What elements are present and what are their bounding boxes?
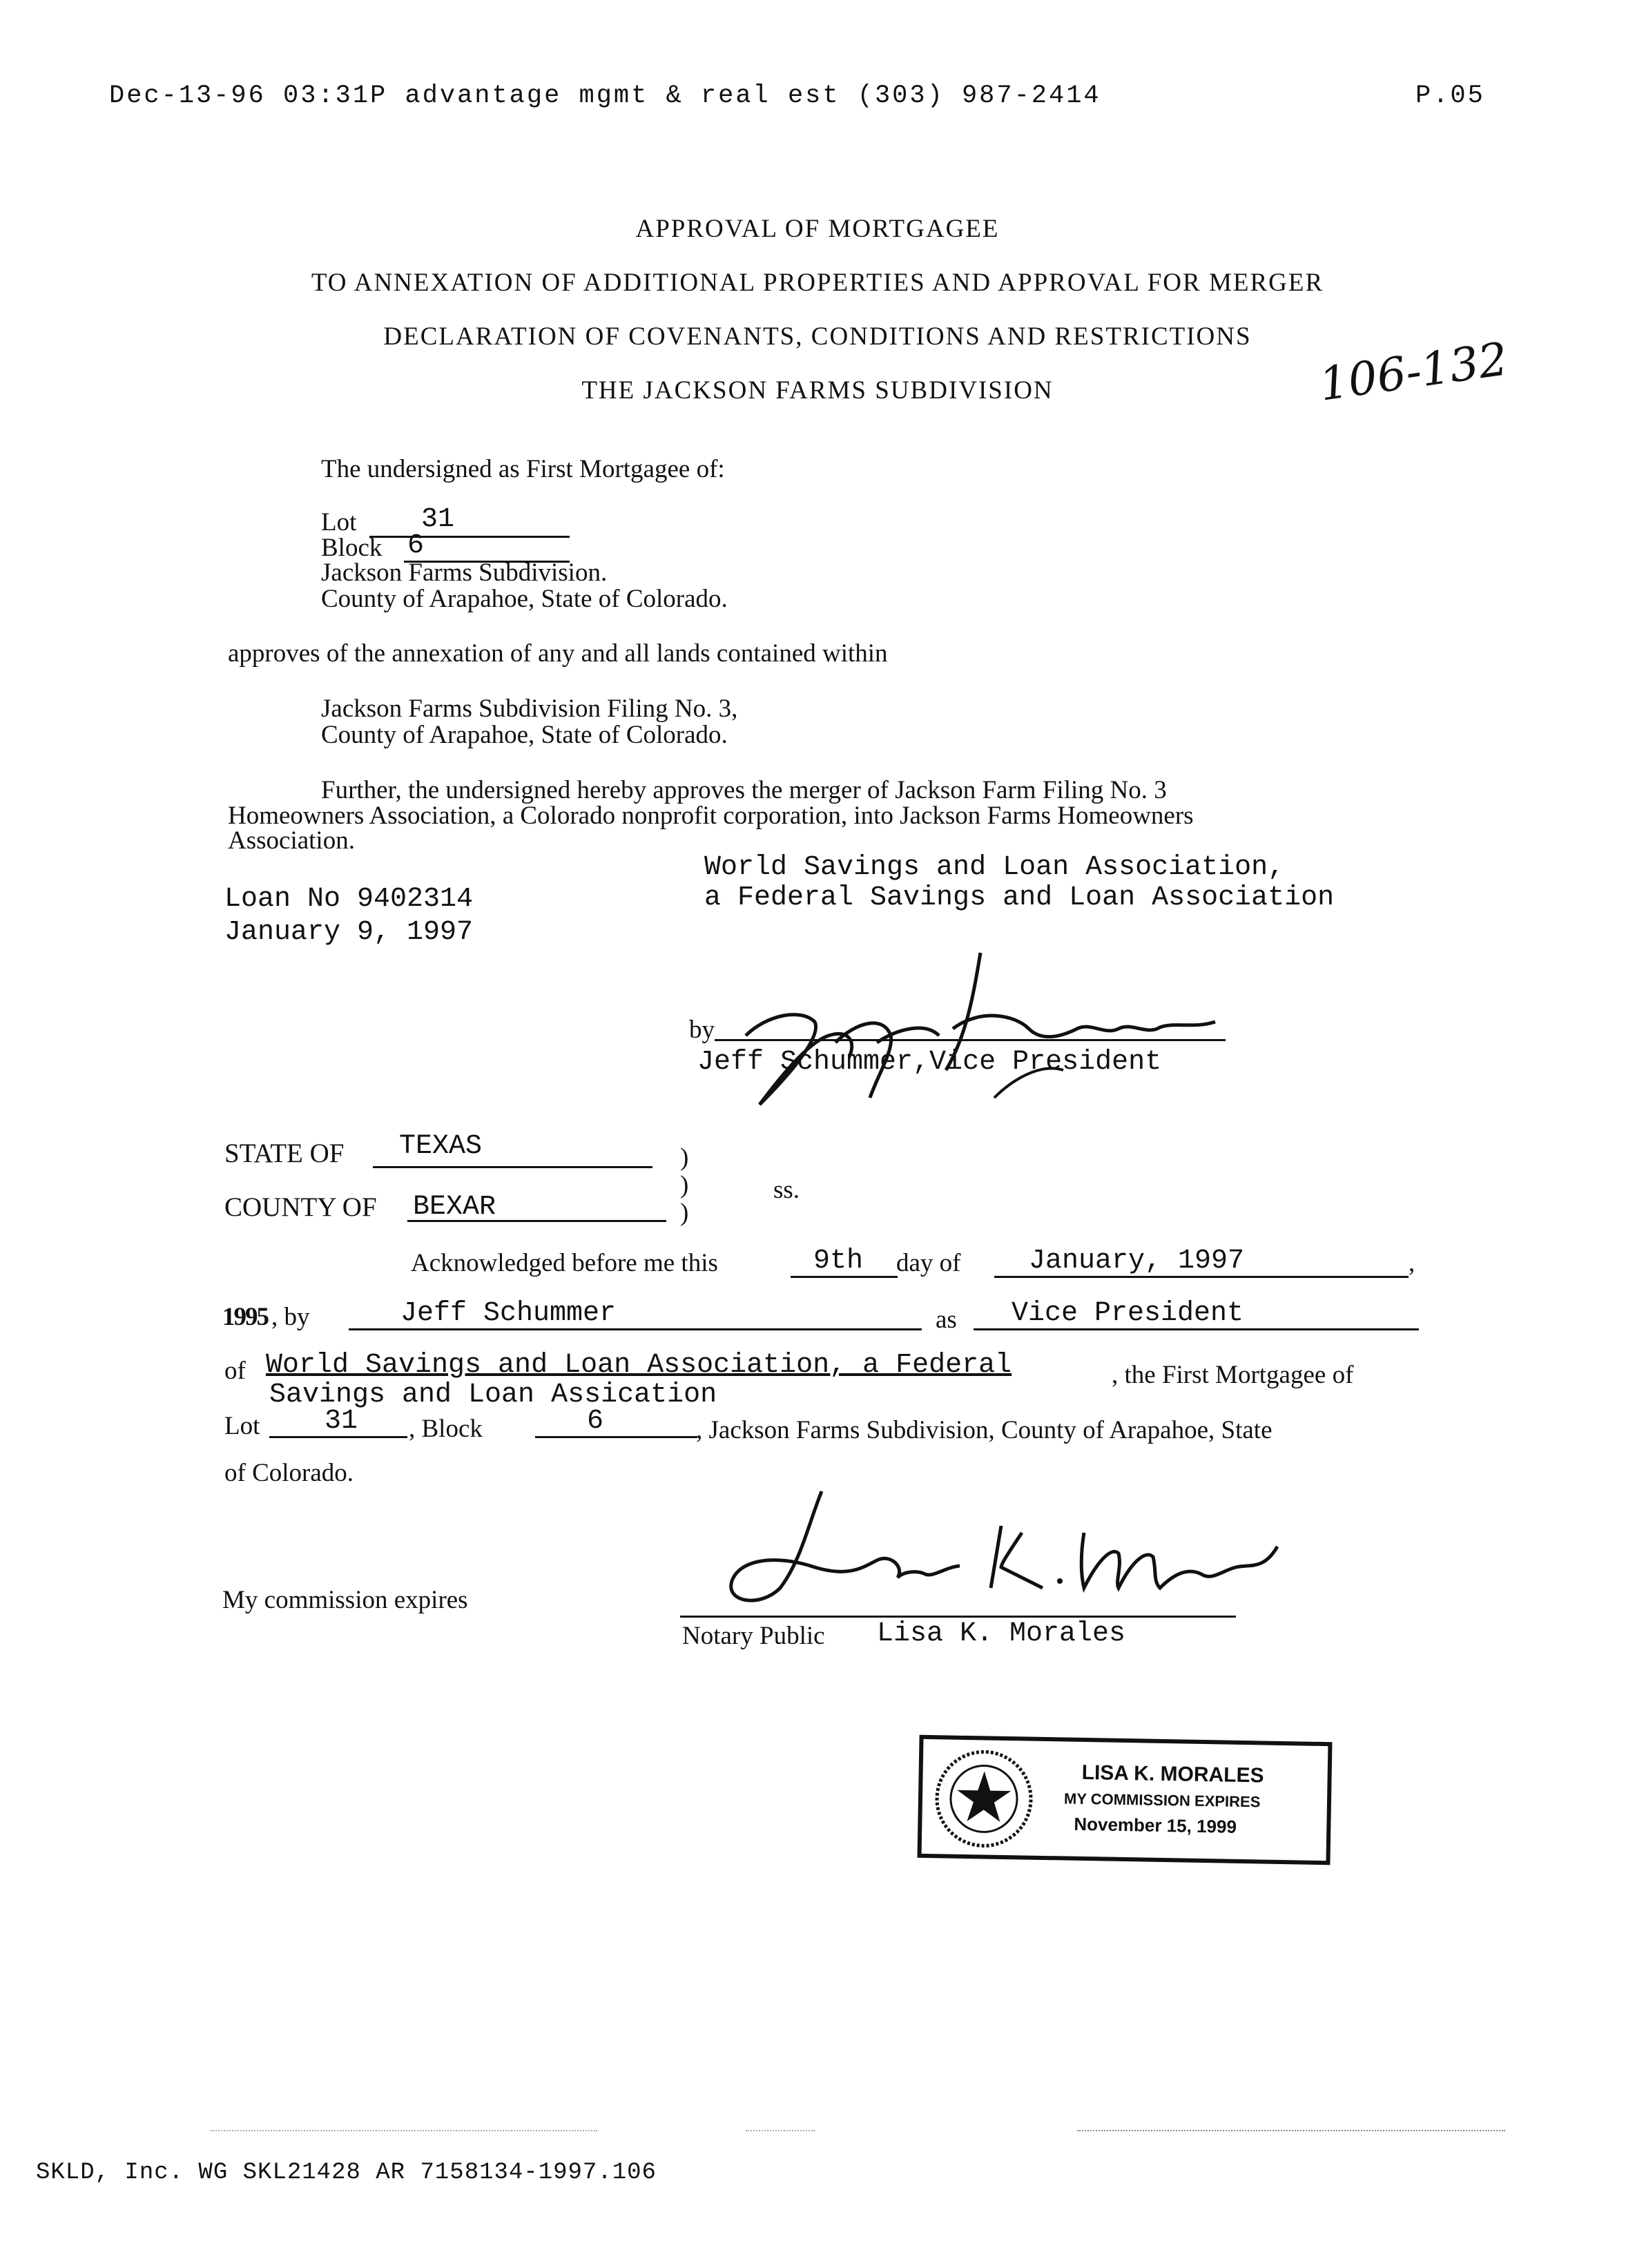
- ack-day-underline: [791, 1276, 898, 1278]
- title-line-1: APPROVAL OF MORTGAGEE: [635, 215, 1000, 243]
- ack-by: , by: [271, 1303, 310, 1331]
- stamp-commission: MY COMMISSION EXPIRES: [1063, 1790, 1261, 1811]
- scan-artifact-1: [211, 2130, 597, 2131]
- ack-comma: ,: [1409, 1249, 1415, 1277]
- ack-lot-value: 31: [325, 1406, 358, 1437]
- scan-artifact-2: [746, 2130, 815, 2131]
- footer-reference: SKLD, Inc. WG SKL21428 AR 7158134-1997.106: [36, 2160, 657, 2186]
- ack-as: as: [936, 1306, 957, 1334]
- notary-stamp: [917, 1735, 1332, 1865]
- ack-block-underline: [535, 1436, 697, 1438]
- further-line-1: Further, the undersigned hereby approves the merger of Jackson Farm Filing No. 3: [321, 776, 1167, 804]
- loan-date: January 9, 1997: [224, 917, 474, 948]
- county-state-text: County of Arapahoe, State of Colorado.: [321, 585, 728, 613]
- state-underline: [373, 1166, 652, 1168]
- block-label: Block: [321, 534, 383, 562]
- notary-seal-star-icon: [931, 1746, 1037, 1852]
- scan-artifact-3: [1077, 2130, 1505, 2131]
- filing-county: County of Arapahoe, State of Colorado.: [321, 721, 728, 749]
- ack-colorado: of Colorado.: [224, 1459, 354, 1487]
- ack-of: of: [224, 1357, 246, 1385]
- title-line-3: DECLARATION OF COVENANTS, CONDITIONS AND RESTRICTIONS: [383, 322, 1252, 351]
- further-line-2: Homeowners Association, a Colorado nonprofit corporation, into Jackson Farms Homeowners: [228, 802, 1194, 830]
- handwritten-reference: 106-132: [1315, 332, 1511, 411]
- ack-lot-label: Lot: [224, 1412, 260, 1440]
- paren-1: ): [680, 1143, 689, 1172]
- ack-lot-underline: [269, 1436, 407, 1438]
- ack-block-label: , Block: [409, 1415, 483, 1443]
- state-value: TEXAS: [399, 1131, 483, 1162]
- block-value: 6: [407, 530, 425, 561]
- ack-title: Vice President: [1012, 1298, 1244, 1329]
- signature-jeff-schummer: [718, 939, 1257, 1118]
- title-line-2: TO ANNEXATION OF ADDITIONAL PROPERTIES AND APPROVAL FOR MERGER: [311, 269, 1324, 297]
- commission-label: My commission expires: [222, 1586, 468, 1614]
- fax-header-left: Dec-13-96 03:31P advantage mgmt & real est (303) 987-2414: [109, 81, 1101, 110]
- county-underline: [407, 1220, 666, 1222]
- loan-number: Loan No 9402314: [224, 884, 474, 915]
- signature-lisa-morales: [697, 1484, 1291, 1622]
- ack-title-underline: [974, 1328, 1419, 1330]
- notary-label: Notary Public: [682, 1622, 825, 1650]
- stamp-name: LISA K. MORALES: [1081, 1761, 1264, 1787]
- ack-first-mortgagee: , the First Mortgagee of: [1112, 1361, 1354, 1389]
- ack-month-underline: [994, 1276, 1409, 1278]
- approves-text: approves of the annexation of any and all lands contained within: [228, 639, 888, 668]
- ack-entity-line-1: World Savings and Loan Association, a Federal: [266, 1350, 1012, 1381]
- stamp-expiry-date: November 15, 1999: [1074, 1813, 1237, 1837]
- paren-3: ): [680, 1199, 689, 1227]
- ack-name-underline: [349, 1328, 922, 1330]
- title-line-4: THE JACKSON FARMS SUBDIVISION: [581, 376, 1054, 405]
- ack-entity-line-2: Savings and Loan Assication: [269, 1379, 717, 1411]
- county-label: COUNTY OF: [224, 1192, 377, 1222]
- ack-rest: , Jackson Farms Subdivision, County of Arapahoe, State: [696, 1416, 1273, 1444]
- ack-year-overstrike: 1995: [222, 1303, 268, 1331]
- lot-value: 31: [421, 504, 455, 535]
- fax-header-page: P.05: [1415, 81, 1485, 110]
- notary-signature-line: [680, 1616, 1236, 1618]
- notary-name: Lisa K. Morales: [877, 1618, 1126, 1649]
- by-label: by: [689, 1016, 715, 1044]
- signature-line: [715, 1039, 1226, 1041]
- county-value: BEXAR: [413, 1192, 496, 1223]
- ack-month-year: January, 1997: [1029, 1246, 1245, 1277]
- intro-text: The undersigned as First Mortgagee of:: [321, 455, 725, 483]
- paren-2: ): [680, 1171, 689, 1199]
- ack-prefix: Acknowledged before me this: [411, 1249, 718, 1277]
- lender-line-2: a Federal Savings and Loan Association: [704, 882, 1335, 913]
- subdivision-text: Jackson Farms Subdivision.: [321, 559, 608, 587]
- filing-line: Jackson Farms Subdivision Filing No. 3,: [321, 695, 738, 723]
- state-label: STATE OF: [224, 1138, 345, 1168]
- further-line-3: Association.: [228, 826, 355, 855]
- ss-label: ss.: [773, 1176, 800, 1204]
- signer-name-title: Jeff Schummer,Vice President: [697, 1047, 1162, 1078]
- ack-name: Jeff Schummer: [400, 1298, 617, 1329]
- ack-day: 9th: [813, 1246, 864, 1277]
- lot-label: Lot: [321, 508, 357, 536]
- lot-underline: [369, 536, 570, 538]
- ack-day-of: day of: [896, 1249, 961, 1277]
- ack-block-value: 6: [587, 1406, 604, 1437]
- lender-line-1: World Savings and Loan Association,: [704, 852, 1285, 883]
